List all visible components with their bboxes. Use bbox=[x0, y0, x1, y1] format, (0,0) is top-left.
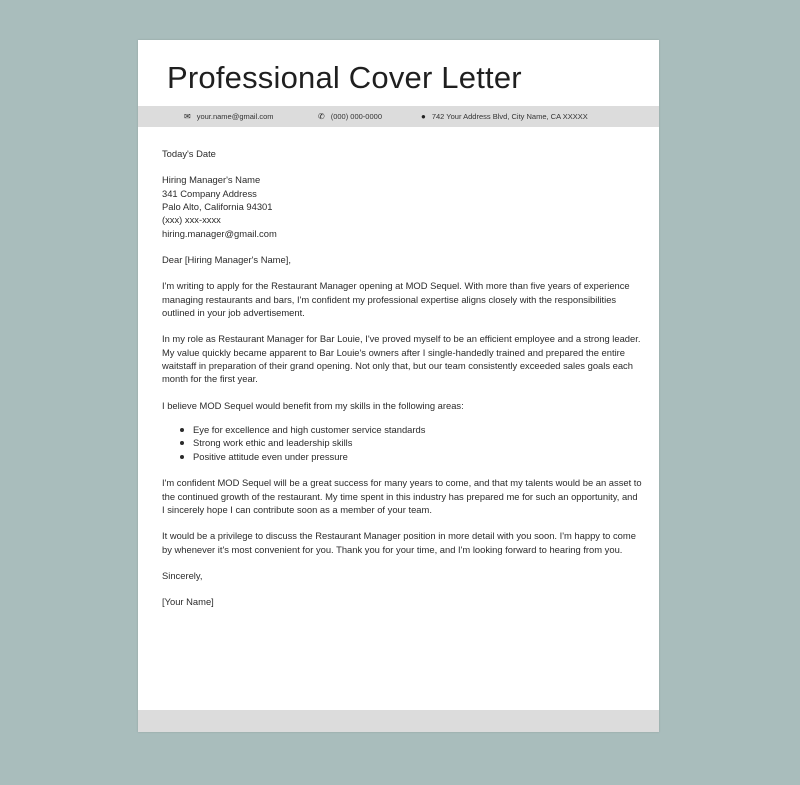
paragraph-confidence: I'm confident MOD Sequel will be a great success for many years to come, and that my talents would be an asset to the continued growth of the restaurant. My time spent in this industry has prepared me for such an opportunity, and I sincerely hope I can contribute soon as a member of your team. bbox=[162, 477, 642, 515]
paragraph-skills-lead: I believe MOD Sequel would benefit from my skills in the following areas: bbox=[162, 399, 464, 411]
envelope-icon: ✉ bbox=[184, 112, 191, 121]
contact-email bbox=[184, 106, 274, 127]
signoff: Sincerely, bbox=[162, 569, 203, 581]
paragraph-intro: I'm writing to apply for the Restaurant Manager opening at MOD Sequel. With more than five years of experience managing restaurants and bars, I'm confident my professional expertise aligns closely with the responsibilities outlined in your job advertisement. bbox=[162, 280, 630, 319]
contact-email-text: your.name@gmail.com bbox=[196, 112, 274, 121]
footer-bar bbox=[138, 710, 659, 732]
letter-body bbox=[162, 147, 642, 621]
recipient-address: 341 Company Address bbox=[162, 187, 257, 199]
phone-icon: ✆ bbox=[318, 112, 325, 121]
contact-address-text: 742 Your Address Blvd, City Name, CA XXXXX bbox=[431, 112, 588, 121]
letter-date: Today's Date bbox=[162, 148, 216, 159]
paragraph-experience: In my role as Restaurant Manager for Bar Louie, I've proved myself to be an efficient employee and a strong leader. My value quickly became apparent to Bar Louie's owners after I single-handedly trained and prepared the entire waitstaff in preparation of their grand opening. Not only that, but our team consistently exceeded sales goals each month for the first year. bbox=[162, 333, 641, 385]
list-item: Strong work ethic and leadership skills bbox=[183, 436, 642, 449]
recipient-email: hiring.manager@gmail.com bbox=[162, 227, 277, 239]
list-item: Eye for excellence and high customer service standards bbox=[183, 423, 642, 436]
contact-phone-text: (000) 000-0000 bbox=[330, 112, 382, 121]
recipient-block bbox=[162, 173, 642, 240]
salutation: Dear [Hiring Manager's Name], bbox=[162, 254, 291, 266]
contact-bar bbox=[138, 106, 659, 127]
paragraph-closing: It would be a privilege to discuss the Restaurant Manager position in more detail with you soon. I'm happy to come by whenever it's most convenient for you. Thank you for your time, and I'm looking forward to hearing from you. bbox=[162, 530, 636, 555]
list-item: Positive attitude even under pressure bbox=[183, 450, 642, 463]
recipient-name: Hiring Manager's Name bbox=[162, 174, 261, 186]
document-title: Professional Cover Letter bbox=[167, 60, 522, 95]
location-pin-icon: ● bbox=[421, 112, 426, 121]
contact-address bbox=[421, 106, 588, 127]
signature: [Your Name] bbox=[162, 595, 214, 607]
skills-list bbox=[162, 423, 642, 463]
recipient-city: Palo Alto, California 94301 bbox=[162, 201, 273, 213]
cover-letter-page bbox=[138, 40, 659, 732]
contact-phone bbox=[318, 106, 382, 127]
recipient-phone: (xxx) xxx-xxxx bbox=[162, 214, 221, 226]
